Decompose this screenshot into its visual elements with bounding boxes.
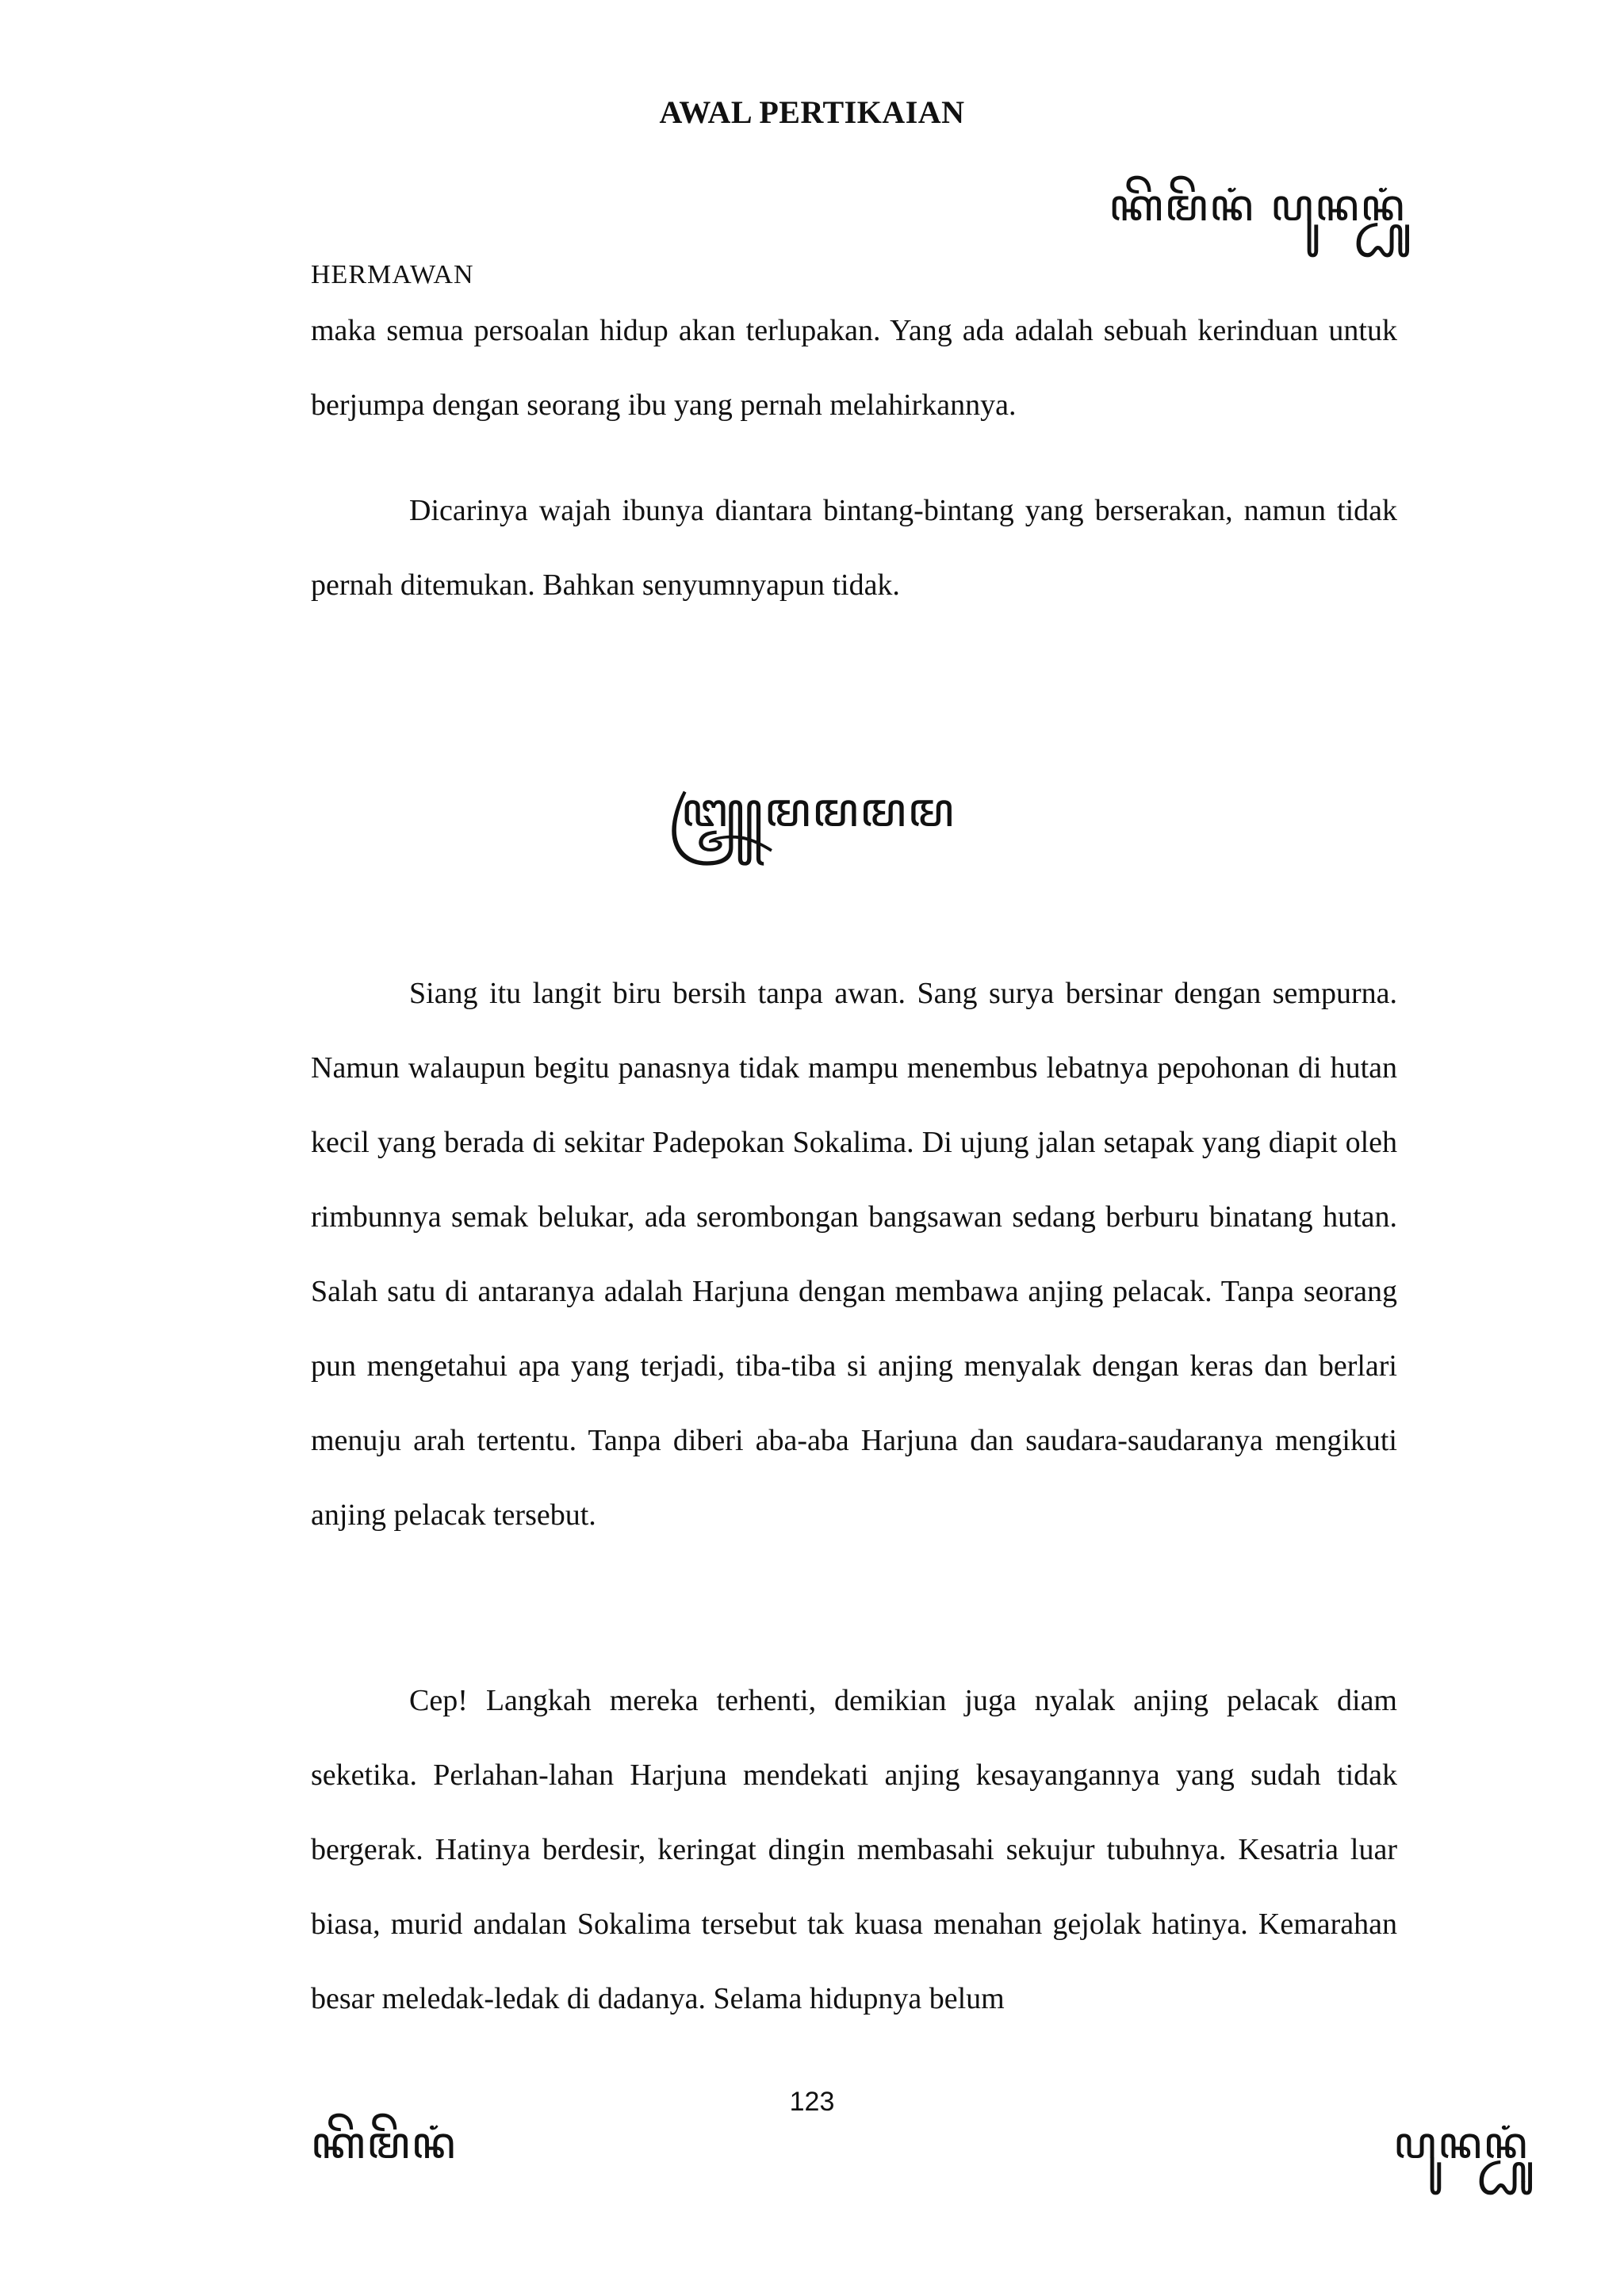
- javanese-script-header: ꦏꦼꦩꦼꦤꦁ ꦥꦸꦤꦤ꧀ꦝꦸꦁ: [1109, 180, 1406, 232]
- page-number: 123: [789, 2087, 835, 2117]
- author-name: HERMAWAN: [311, 260, 474, 289]
- body-paragraph: Cep! Langkah mereka terhenti, demikian juga nyalak anjing pelacak diam seketika. Perlahan-lahan Harjuna mendekati anjing kesayangannya yang sudah tidak bergerak. Hatinya berdesir, keringat dingin membasahi sekujur tubuhnya. Kesatria luar biasa, murid andalan Sokalima tersebut tak kuasa menahan gejolak hatinya. Kemarahan besar meledak-ledak di dadanya. Selama hidupnya belum: [311, 1684, 1397, 2015]
- body-paragraph: maka semua persoalan hidup akan terlupakan. Yang ada adalah sebuah kerinduan untuk berjumpa dengan seorang ibu yang pernah melahirkannya.: [311, 314, 1397, 422]
- body-paragraph: Siang itu langit biru bersih tanpa awan. Sang surya bersinar dengan sempurna. Namun walaupun begitu panasnya tidak mampu menembus lebatnya pepohonan di hutan kecil yang berada di sekitar Padepokan Sokalima. Di ujung jalan setapak yang diapit oleh rimbunnya semak belukar, ada serombongan bangsawan sedang berburu binatang hutan. Salah satu di antaranya adalah Harjuna dengan membawa anjing pelacak. Tanpa seorang pun mengetahui apa yang terjadi, tiba-tiba si anjing menyalak dengan keras dan berlari menuju arah tertentu. Tanpa diberi aba-aba Harjuna dan saudara-saudaranya mengikuti anjing pelacak tersebut.: [311, 977, 1397, 1532]
- section-divider-ornament: ꧅ꦩꦩꦩꦩ: [668, 783, 956, 838]
- javanese-script-footer-right: ꦥꦸꦤꦤ꧀ꦝꦸꦁ: [1393, 2118, 1529, 2169]
- body-paragraph: Dicarinya wajah ibunya diantara bintang-bintang yang berserakan, namun tidak pernah ditemukan. Bahkan senyumnyapun tidak.: [311, 494, 1397, 602]
- javanese-script-footer-left: ꦏꦼꦩꦼꦤꦁ: [311, 2118, 458, 2169]
- chapter-title: AWAL PERTIKAIAN: [659, 94, 965, 130]
